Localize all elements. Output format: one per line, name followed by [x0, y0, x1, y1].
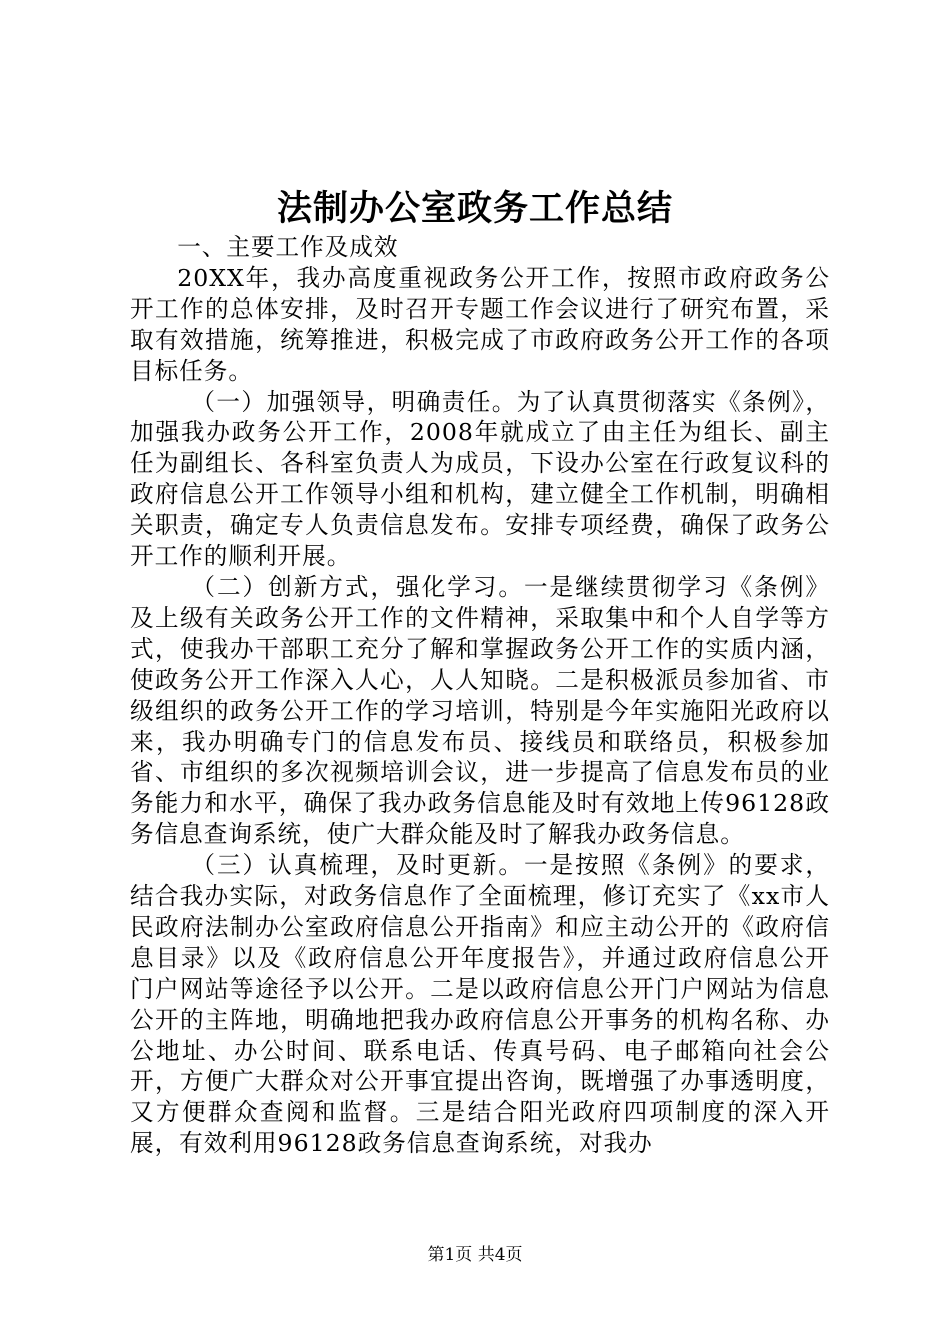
paragraph-intro: 20XX年，我办高度重视政务公开工作，按照市政府政务公开工作的总体安排，及时召开专题工作会议进行了研究布置，采取有效措施，统筹推进，积极完成了市政府政务公开工作的各项目标任务。	[130, 263, 830, 385]
document-title: 法制办公室政务工作总结	[276, 188, 673, 229]
paragraph-leadership: （一）加强领导，明确责任。为了认真贯彻落实《条例》，加强我办政务公开工作，2008年就成立了由主任为组长、副主任为副组长、各科室负责人为成员，下设办公室在行政复议科的政府信息公开工作领导小组和机构，建立健全工作机制，明确相关职责，确定专人负责信息发布。安排专项经费，确保了政务公开工作的顺利开展。	[130, 387, 830, 571]
paragraph-learning: （二）创新方式，强化学习。一是继续贯彻学习《条例》及上级有关政务公开工作的文件精神，采取集中和个人自学等方式，使我办干部职工充分了解和掌握政务公开工作的实质内涵，使政务公开工作深入人心，人人知晓。二是积极派员参加省、市级组织的政务公开工作的学习培训，特别是今年实施阳光政府以来，我办明确专门的信息发布员、接线员和联络员，积极参加省、市组织的多次视频培训会议，进一步提高了信息发布员的业务能力和水平，确保了我办政务信息能及时有效地上传96128政务信息查询系统，使广大群众能及时了解我办政务信息。	[130, 572, 830, 849]
paragraph-update: （三）认真梳理，及时更新。一是按照《条例》的要求，结合我办实际，对政务信息作了全面梳理，修订充实了《xx市人民政府法制办公室政府信息公开指南》和应主动公开的《政府信息目录》以及《政府信息公开年度报告》，并通过政府信息公开门户网站等途径予以公开。二是以政府信息公开门户网站为信息公开的主阵地，明确地把我办政府信息公开事务的机构名称、办公地址、办公时间、联系电话、传真号码、电子邮箱向社会公开，方便广大群众对公开事宜提出咨询，既增强了办事透明度，又方便群众查阅和监督。三是结合阳光政府四项制度的深入开展，有效利用96128政务信息查询系统，对我办	[130, 851, 830, 1158]
document-body	[130, 232, 830, 1159]
page-footer: 第1页 共4页	[427, 1245, 523, 1265]
section-heading: 一、主要工作及成效	[177, 233, 399, 261]
